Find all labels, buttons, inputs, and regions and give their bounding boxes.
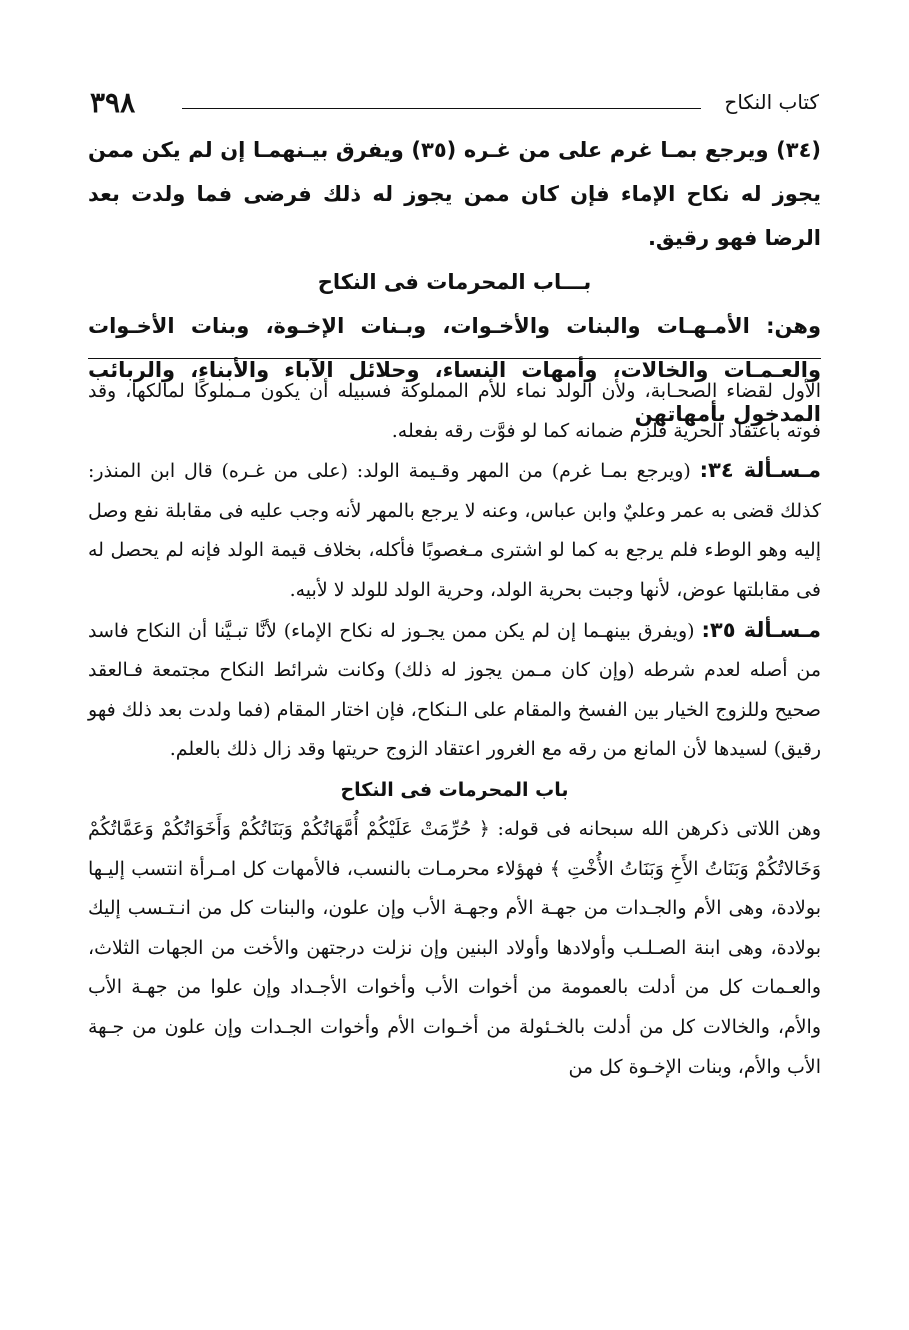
main-paragraph: (٣٤) ويرجع بمـا غرم على من غـره (٣٥) ويفرق بيـنهمـا إن لم يكن ممن يجوز له نكاح الإماء فإن كان ممن يجوز له ذلك فرضى فما ولدت بعد الرضا فهو رقيق.	[88, 138, 821, 250]
masala-text: (ويفرق بينهـما إن لم يكن ممن يجـوز له نكاح الإماء) لأنَّا تبـيَّنا أن النكاح فاسد من أصله لعدم شرطه (وإن كان مـمن يجوز له ذلك) وكانت شرائط النكاح مجتمعة فـالعقد صحيح وللزوج الخيار بين الفسخ والمقام على الـنكاح، فإن اختار المقام (فما ولدت بعد ذلك فهو رقيق) لسيدها لأن المانع من رقه مع الغرور اعتقاد الزوج حريتها وقد زال ذلك بالعلم.	[88, 619, 821, 761]
paragraph-text: فهؤلاء محرمـات بالنسب، فالأمهات كل امـرأة انتسب إليـها بولادة، وهى الأم والجـدات من جهـة الأم وجهـة الأب وإن علون، والبنات كل من انـتـسب إليك بولادة، وهى ابنة الصـلـب وأولادها وأولاد البنين وإن نزلت درجتهن والأخت من الجهات الثلاث، والعـمات كل من أدلت بالعمومة من أخوات الأب وأخوات الأجـداد وإن علوا من جهـة الأب والأم، والخالات كل من أدلت بالخـئولة من أخـوات الأم وأخوات الجـدات وإن علون من جـهة الأب والأم، وبنات الإخـوة كل من	[88, 857, 821, 1078]
masala-text: (ويرجع بمـا غرم) من المهر وقـيمة الولد: (على من غـره) قال ابن المنذر: كذلك قضى به عمر وعليٌ وابن عباس، وعنه لا يرجع بالمهر لأنه وجب عليه فى مقابلة نفع وصل إليه وهو الوطء فلم يرجع به كما لو اشترى مـغصوبًا فأكله، بخلاف قيمة الولد فإنه لم يحصل له فى مقابلتها عوض، لأنها وجبت بحرية الولد، وحرية الولد للولد لا لأبيه.	[88, 460, 821, 601]
page-header	[90, 86, 819, 120]
commentary-paragraph	[88, 810, 821, 1087]
intro-text: وهن اللاتى ذكرهن الله سبحانه فى قوله:	[489, 817, 822, 840]
commentary-paragraph: الأول لقضاء الصحـابة، ولأن الولد نماء للأم المملوكة فسبيله أن يكون مـملوكًا لمالكها، وقد فوته باعتقاد الحرية فلزم ضمانه كما لو فوَّت رقه بفعله.	[88, 380, 821, 442]
divider	[88, 358, 821, 359]
masala-label: مـسـألة ٣٥:	[701, 617, 821, 642]
page-number: ٣٩٨	[90, 86, 136, 119]
masala-label: مـسـألة ٣٤:	[699, 458, 822, 483]
commentary-heading: باب المحرمات فى النكاح	[340, 778, 569, 801]
section-heading: بـــاب المحرمات فى النكاح	[317, 270, 592, 294]
main-paragraph: وهن: الأمـهـات والبنات والأخـوات، وبـنات الإخـوة، وبنات الأخـوات والعـمـات والخالات، وأمهات النساء، وحلائل الآباء والأبناء، والربائب المدخول بأمهاتهن	[88, 314, 821, 426]
header-rule	[182, 108, 701, 109]
commentary	[88, 372, 821, 1087]
masala-34	[88, 451, 821, 610]
masala-35	[88, 611, 821, 770]
quran-verse: ﴿ حُرِّمَتْ عَلَيْكُمْ أُمَّهَاتُكُمْ وَبَنَاتُكُمْ وَأَخَوَاتُكُمْ وَعَمَّاتُكُمْ وَخَالاتُكُمْ وَبَنَاتُ الأَخِ وَبَنَاتُ الأُخْتِ ﴾	[88, 817, 821, 880]
book-title: كتاب النكاح	[724, 90, 819, 114]
